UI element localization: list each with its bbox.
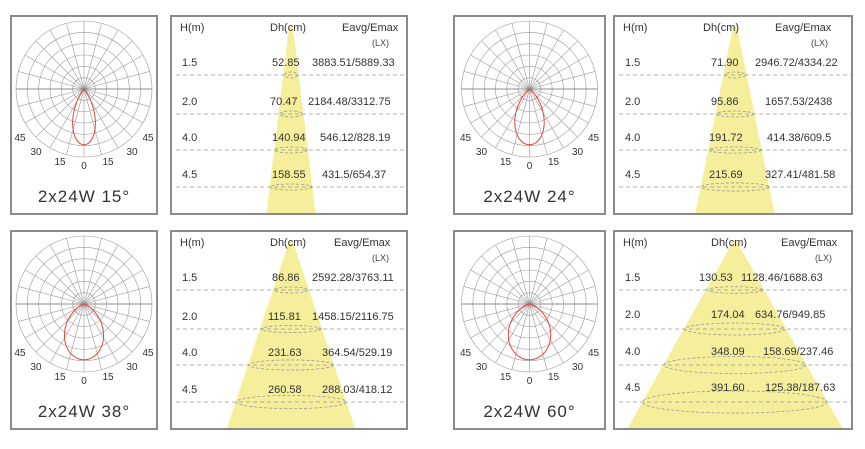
row-dh: 260.58 — [268, 384, 302, 396]
row-dh: 391.60 — [711, 382, 745, 394]
row-h: 2.0 — [182, 311, 198, 323]
polar-grid — [455, 17, 606, 215]
header-unit: (LX) — [372, 253, 390, 263]
row-h: 4.5 — [182, 169, 198, 181]
angle-label-right-30: 30 — [571, 147, 584, 158]
row-h: 4.0 — [625, 132, 641, 144]
header-e: Eavg/Emax — [781, 237, 838, 249]
header-h: H(m) — [623, 237, 648, 249]
grid-radial — [530, 304, 578, 352]
angle-label-left-15: 15 — [54, 372, 66, 383]
grid-radial — [84, 30, 118, 89]
row-e: 158.69/237.46 — [763, 346, 834, 358]
grid-radial — [84, 89, 132, 137]
header-h: H(m) — [623, 22, 648, 34]
row-e: 364.54/529.19 — [322, 347, 393, 359]
row-e: 431.5/654.37 — [322, 169, 387, 181]
row-dh: 158.55 — [272, 169, 306, 181]
grid-radial — [36, 304, 84, 352]
grid-radial — [530, 89, 589, 123]
grid-radial — [84, 245, 118, 304]
angle-label-left-45: 45 — [14, 348, 26, 359]
angle-label-center-0: 0 — [81, 161, 87, 172]
polar-grid — [455, 232, 606, 430]
grid-radial — [530, 30, 564, 89]
row-h: 1.5 — [625, 57, 641, 69]
illuminance-table-60 — [613, 230, 853, 430]
row-e: 3883.51/5889.33 — [312, 57, 395, 69]
row-e: 2592.28/3763.11 — [312, 272, 394, 284]
angle-label-right-15: 15 — [102, 157, 114, 168]
grid-radial — [50, 304, 84, 363]
header-unit: (LX) — [372, 38, 390, 48]
grid-radial — [481, 304, 529, 352]
row-h: 4.0 — [182, 347, 198, 359]
grid-radial — [84, 55, 143, 89]
illuminance-table-24 — [613, 15, 853, 215]
angle-label-center-0: 0 — [526, 161, 533, 172]
row-e: 2184.48/3312.75 — [308, 96, 391, 108]
row-dh: 140.94 — [272, 132, 306, 144]
angle-label-left-30: 30 — [30, 362, 42, 373]
row-e: 1128.46/1688.63 — [741, 272, 823, 284]
grid-radial — [50, 30, 84, 89]
angle-label-right-45: 45 — [142, 348, 154, 359]
row-dh: 86.86 — [272, 272, 300, 284]
row-h: 4.0 — [182, 132, 198, 144]
row-h: 1.5 — [625, 272, 641, 284]
grid-radial — [496, 304, 530, 363]
grid-radial — [481, 41, 529, 89]
polar-caption: 2x24W 24° — [483, 187, 576, 206]
header-dh: Dh(cm) — [270, 237, 307, 249]
angle-label-right-30: 30 — [571, 362, 584, 373]
header-dh: Dh(cm) — [270, 22, 307, 34]
row-dh: 130.53 — [699, 272, 733, 284]
grid-radial — [496, 245, 530, 304]
grid-radial — [36, 89, 84, 137]
angle-label-right-45: 45 — [587, 348, 600, 359]
grid-radial — [481, 256, 529, 304]
polar-caption: 2x24W 60° — [483, 402, 576, 421]
grid-radial — [496, 30, 530, 89]
row-e: 414.38/609.5 — [767, 132, 832, 144]
grid-radial — [530, 270, 589, 304]
grid-radial — [50, 245, 84, 304]
header-e: Eavg/Emax — [334, 237, 391, 249]
grid-radial — [530, 245, 564, 304]
grid-radial — [25, 270, 84, 304]
row-dh: 231.63 — [268, 347, 302, 359]
row-dh: 115.81 — [268, 311, 301, 323]
polar-diagram-38 — [10, 230, 158, 430]
row-e: 546.12/828.19 — [320, 132, 391, 144]
grid-radial — [84, 41, 132, 89]
row-dh: 52.85 — [272, 57, 300, 69]
angle-label-right-45: 45 — [587, 133, 600, 144]
polar-diagram-24 — [453, 15, 606, 215]
polar-caption: 2x24W 38° — [37, 402, 131, 421]
row-h: 4.5 — [625, 382, 641, 394]
header-e: Eavg/Emax — [775, 22, 832, 34]
grid-radial — [530, 256, 578, 304]
angle-label-left-30: 30 — [475, 147, 488, 158]
header-dh: Dh(cm) — [711, 237, 748, 249]
illuminance-table-38 — [170, 230, 408, 430]
row-e: 1657.53/2438 — [765, 96, 833, 108]
angle-label-right-30: 30 — [126, 362, 138, 373]
angle-label-center-0: 0 — [526, 376, 533, 387]
angle-label-left-15: 15 — [54, 157, 66, 168]
angle-label-left-45: 45 — [14, 133, 26, 144]
illuminance-table-15 — [170, 15, 408, 215]
angle-label-left-30: 30 — [475, 362, 488, 373]
angle-label-left-45: 45 — [459, 133, 472, 144]
grid-radial — [25, 55, 84, 89]
row-e: 2946.72/4334.22 — [755, 57, 838, 69]
light-cone — [227, 242, 355, 428]
row-e: 288.03/418.12 — [322, 384, 393, 396]
row-dh: 348.09 — [711, 346, 745, 358]
row-h: 4.0 — [625, 346, 641, 358]
angle-label-center-0: 0 — [81, 376, 87, 387]
polar-grid — [12, 17, 158, 215]
angle-label-left-30: 30 — [30, 147, 42, 158]
row-dh: 174.04 — [711, 309, 745, 321]
light-cone — [695, 27, 774, 213]
angle-label-right-30: 30 — [126, 147, 138, 158]
grid-radial — [530, 304, 564, 363]
angle-label-right-15: 15 — [102, 372, 114, 383]
angle-label-left-15: 15 — [499, 157, 512, 168]
grid-radial — [471, 55, 530, 89]
row-h: 2.0 — [182, 96, 198, 108]
row-e: 634.76/949.85 — [755, 309, 826, 321]
row-dh: 95.86 — [711, 96, 739, 108]
angle-label-left-15: 15 — [499, 372, 512, 383]
header-h: H(m) — [180, 237, 205, 249]
row-h: 2.0 — [625, 96, 641, 108]
grid-radial — [530, 89, 578, 137]
row-dh: 215.69 — [709, 169, 743, 181]
row-h: 1.5 — [182, 272, 198, 284]
row-h: 2.0 — [625, 309, 641, 321]
grid-radial — [84, 256, 132, 304]
row-h: 4.5 — [182, 384, 198, 396]
angle-label-left-45: 45 — [459, 348, 472, 359]
polar-grid — [12, 232, 158, 430]
header-dh: Dh(cm) — [703, 22, 740, 34]
grid-radial — [530, 55, 589, 89]
row-e: 327.41/481.58 — [765, 169, 836, 181]
grid-radial — [36, 256, 84, 304]
header-unit: (LX) — [811, 38, 829, 48]
row-h: 1.5 — [182, 57, 198, 69]
row-dh: 70.47 — [270, 96, 298, 108]
header-unit: (LX) — [815, 253, 833, 263]
grid-radial — [471, 270, 530, 304]
angle-label-right-45: 45 — [142, 133, 154, 144]
polar-diagram-60 — [453, 230, 606, 430]
grid-radial — [530, 89, 564, 148]
angle-label-right-15: 15 — [547, 372, 560, 383]
grid-radial — [530, 41, 578, 89]
grid-radial — [481, 89, 529, 137]
row-e: 125.38/187.63 — [765, 382, 836, 394]
angle-label-right-15: 15 — [547, 157, 560, 168]
grid-radial — [84, 270, 143, 304]
polar-caption: 2x24W 15° — [37, 187, 131, 206]
grid-radial — [471, 89, 530, 123]
grid-radial — [84, 304, 143, 338]
row-e: 1458.15/2116.75 — [312, 311, 394, 323]
row-dh: 191.72 — [709, 132, 743, 144]
grid-radial — [496, 89, 530, 148]
header-h: H(m) — [180, 22, 205, 34]
header-e: Eavg/Emax — [342, 22, 399, 34]
row-h: 4.5 — [625, 169, 641, 181]
row-dh: 71.90 — [711, 57, 739, 69]
grid-radial — [25, 304, 84, 338]
grid-radial — [84, 304, 118, 363]
polar-diagram-15 — [10, 15, 158, 215]
grid-radial — [84, 304, 132, 352]
grid-radial — [36, 41, 84, 89]
